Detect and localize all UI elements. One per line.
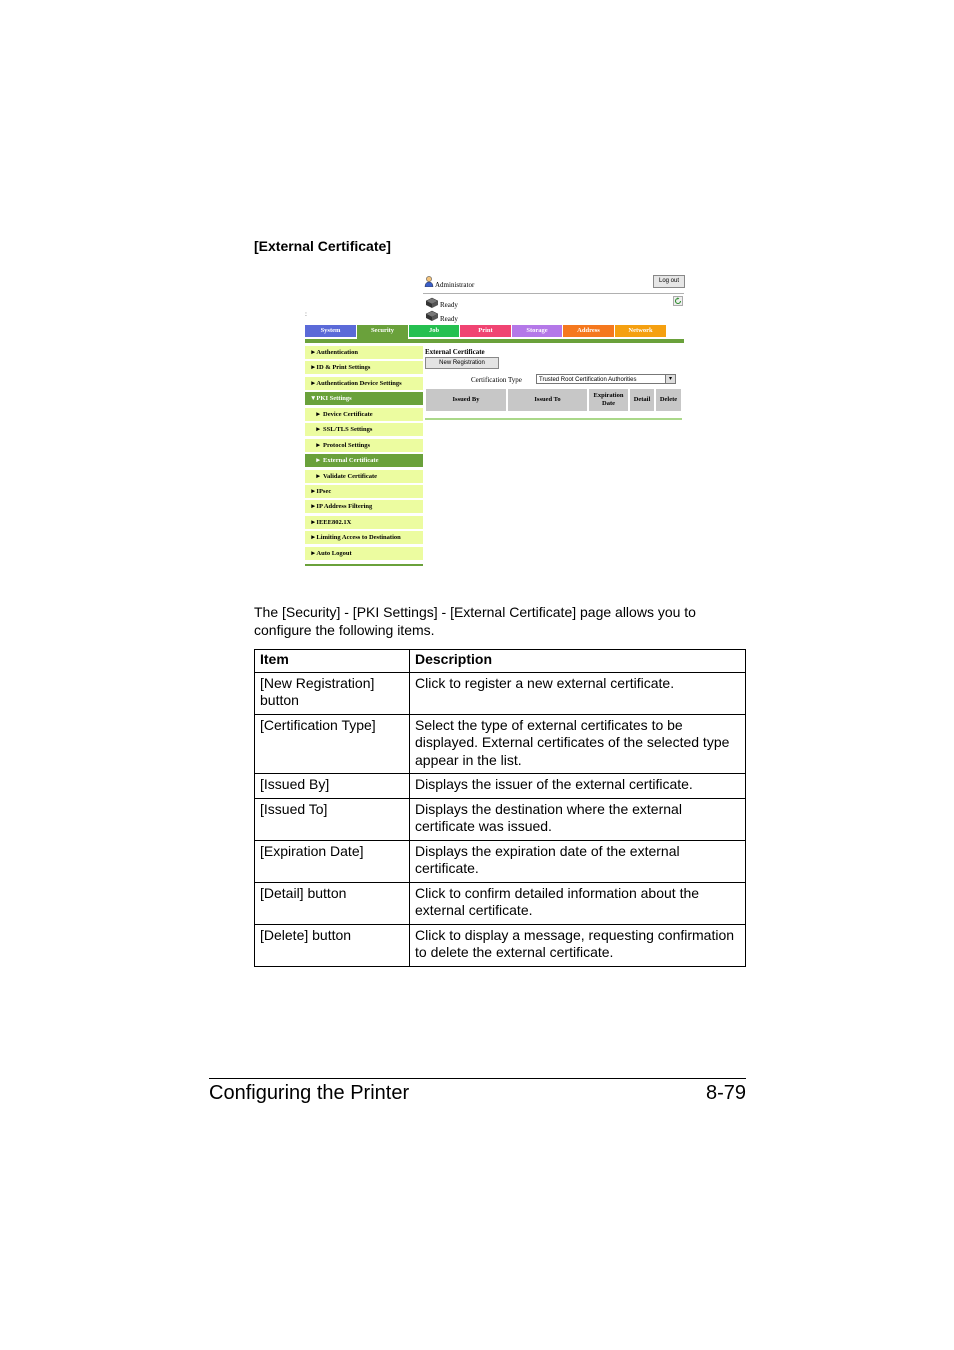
nav-pki-settings[interactable]: ▼PKI Settings: [305, 392, 423, 405]
table-row: [255, 774, 746, 799]
new-registration-button[interactable]: New Registration: [425, 357, 499, 369]
tab-print[interactable]: Print: [460, 325, 511, 337]
tab-security[interactable]: Security: [357, 325, 408, 339]
chevron-down-icon[interactable]: ▾: [665, 375, 675, 383]
nav-id-print-settings[interactable]: ►ID & Print Settings: [305, 361, 423, 374]
description-cell: Click to display a message, requesting confirmation to delete the external certificate.: [410, 924, 746, 966]
description-cell: Click to confirm detailed information about the external certificate.: [410, 882, 746, 924]
item-cell: [New Registration] button: [255, 672, 410, 714]
nav-ssl-tls-settings[interactable]: ► SSL/TLS Settings: [305, 423, 423, 436]
tab-bar: [305, 325, 684, 337]
nav-ipsec[interactable]: ►IPsec: [305, 485, 423, 498]
th-issued-by: Issued By: [425, 388, 507, 412]
printer-status: Ready: [440, 301, 458, 309]
separator-dots: :: [305, 310, 307, 318]
certification-type-value: Trusted Root Certification Authorities: [539, 377, 637, 383]
sidebar-bottom-line: [305, 564, 423, 566]
tab-job[interactable]: Job: [409, 325, 459, 337]
nav-authentication[interactable]: ►Authentication: [305, 346, 423, 359]
user-icon: [424, 276, 434, 287]
description-table: [254, 649, 746, 967]
description-cell: Select the type of external certificates to be displayed. External certificates of the selected type appear in the list.: [410, 714, 746, 774]
certification-type-select[interactable]: [536, 374, 676, 384]
footer-rule: [209, 1078, 746, 1079]
table-header-row: [255, 650, 746, 673]
user-label: Administrator: [435, 281, 475, 289]
th-delete: Delete: [655, 388, 682, 412]
nav-validate-certificate[interactable]: ► Validate Certificate: [305, 470, 423, 483]
item-cell: [Expiration Date]: [255, 840, 410, 882]
nav-protocol-settings[interactable]: ► Protocol Settings: [305, 439, 423, 452]
tab-system[interactable]: System: [305, 325, 356, 337]
table-row: [255, 882, 746, 924]
nav-limiting-access[interactable]: ►Limiting Access to Destination: [305, 531, 423, 544]
description-cell: Displays the destination where the external certificate was issued.: [410, 798, 746, 840]
table-row: [255, 840, 746, 882]
nav-ieee8021x[interactable]: ►IEEE802.1X: [305, 516, 423, 529]
table-row: [255, 798, 746, 840]
description-cell: Click to register a new external certificate.: [410, 672, 746, 714]
tab-underline: [305, 339, 684, 343]
item-cell: [Detail] button: [255, 882, 410, 924]
header-description: Description: [410, 650, 746, 673]
description-cell: Displays the issuer of the external certificate.: [410, 774, 746, 799]
nav-external-certificate[interactable]: ► External Certificate: [305, 454, 423, 467]
sidebar-nav: [305, 346, 423, 562]
scanner-icon: [425, 310, 439, 321]
tab-storage[interactable]: Storage: [512, 325, 562, 337]
content-bottom-line: [425, 418, 682, 420]
table-row: [255, 714, 746, 774]
user-bar: [423, 275, 684, 294]
th-issued-to: Issued To: [507, 388, 588, 412]
nav-auto-logout[interactable]: ►Auto Logout: [305, 547, 423, 560]
refresh-icon[interactable]: [673, 296, 683, 306]
content-title: External Certificate: [425, 348, 485, 356]
embedded-screenshot: [305, 272, 687, 570]
printer-icon: [425, 297, 439, 308]
th-detail: Detail: [629, 388, 655, 412]
table-row: [255, 672, 746, 714]
certification-type-label: Certification Type: [471, 376, 522, 384]
table-row: [255, 924, 746, 966]
nav-ip-address-filtering[interactable]: ►IP Address Filtering: [305, 500, 423, 513]
scanner-status: Ready: [440, 315, 458, 323]
footer-chapter-title: Configuring the Printer: [209, 1082, 410, 1104]
nav-device-certificate[interactable]: ► Device Certificate: [305, 408, 423, 421]
header-item: Item: [255, 650, 410, 673]
th-expiration-date: Expiration Date: [588, 388, 629, 412]
intro-paragraph: The [Security] - [PKI Settings] - [External Certificate] page allows you to configure the following items.: [254, 604, 696, 638]
item-cell: [Issued By]: [255, 774, 410, 799]
item-cell: [Delete] button: [255, 924, 410, 966]
logout-button[interactable]: Log out: [653, 275, 685, 288]
nav-authentication-device-settings[interactable]: ►Authentication Device Settings: [305, 377, 423, 390]
item-cell: [Issued To]: [255, 798, 410, 840]
tab-network[interactable]: Network: [615, 325, 666, 337]
footer-page-number: 8-79: [705, 1082, 746, 1104]
certificate-table-header: [425, 388, 682, 412]
section-title: [External Certificate]: [254, 238, 391, 254]
description-cell: Displays the expiration date of the external certificate.: [410, 840, 746, 882]
tab-address[interactable]: Address: [563, 325, 614, 337]
item-cell: [Certification Type]: [255, 714, 410, 774]
